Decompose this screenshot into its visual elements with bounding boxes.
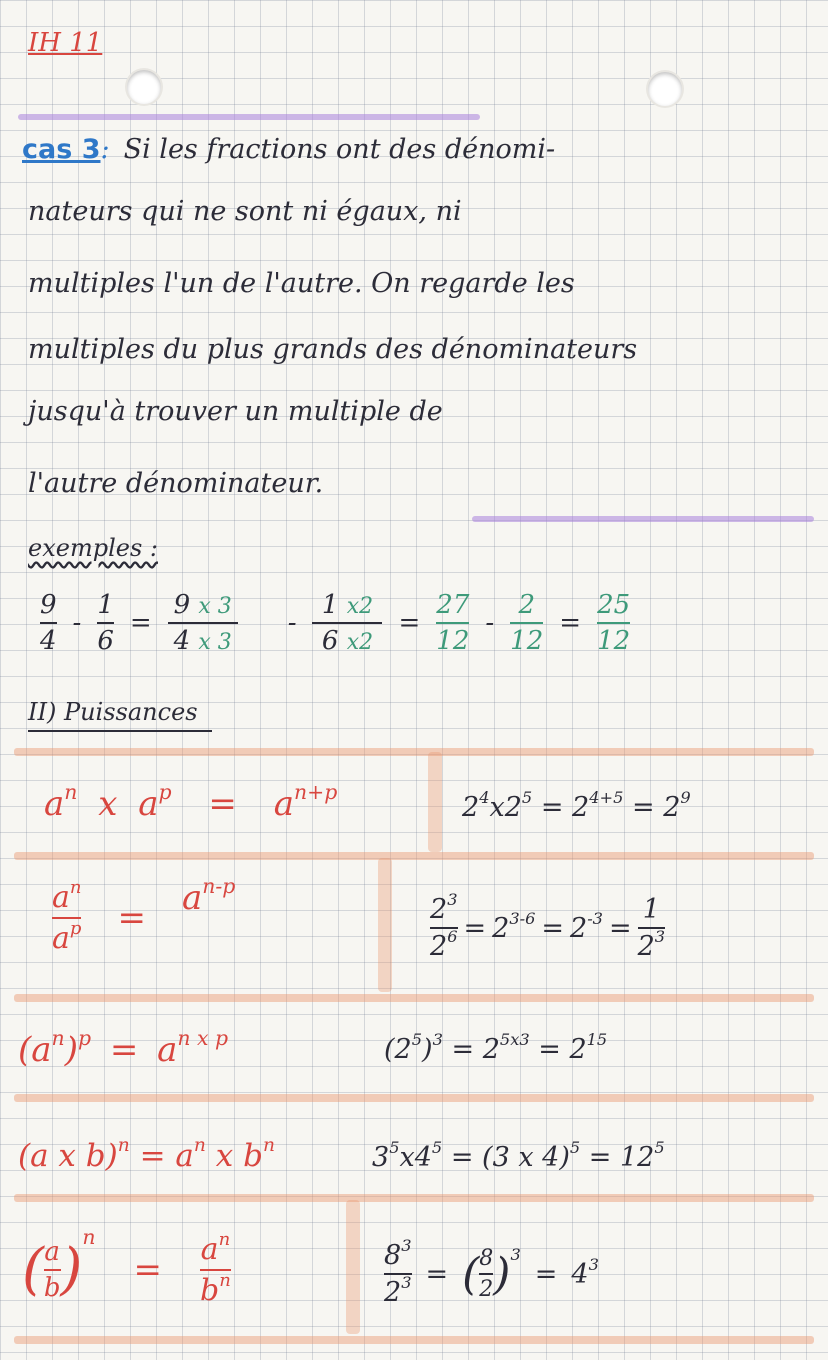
minus-sign-2: - [287,608,297,638]
equals-sign-2: = [398,608,421,638]
fraction-2-12: $\frac{2}{12}$ [510,590,544,656]
examples-label: exemples : [28,534,158,562]
page-label: IH 11 [28,28,103,58]
fraction-27-12: $\frac{27}{12}$ [436,590,470,656]
punch-hole-right [648,72,682,106]
orange-vsep-5 [346,1200,360,1334]
punch-hole-left [127,70,161,104]
fraction-9-4: $\frac{9}{4}$ [40,590,57,656]
fraction-1-6: $\frac{1}{6}$ [97,590,114,656]
case3-line-1 [22,134,555,166]
case3-text-1: Si les fractions ont des dénomi- [123,134,556,165]
case3-line-2: nateurs qui ne sont ni égaux, ni [28,196,462,227]
rule-quotient-formula: $\frac{a^n}{a^p}$ = $a^{n-p}$ [52,873,236,956]
orange-line-3 [14,994,814,1002]
rule-product-power-example: $3^5x4^5 = (3$ x $4)^5 = 12^5$ [372,1138,665,1173]
case3-line-3: multiples l'un de l'autre. On regarde les [28,268,575,299]
fraction-9x3-4x3: $\frac{9 x 3}{4 x 3}$ [168,590,238,656]
case3-label: cas 3 [22,134,101,165]
section-title-puissances: II) Puissances [28,698,212,732]
case3-line-4: multiples du plus grands des dénominateurs [28,334,638,365]
rule-quotient-example: $\frac{2^3}{2^6}$ = 2$^{3-6}$ = $2^{-3}$ = $\frac{1}{2^3}$ [430,890,666,962]
examples-row [40,590,630,656]
rule-product-formula: $a^n$ x $a^p = a^{n+p}$ [44,779,338,824]
equals-sign-3: = [559,608,582,638]
orange-line-2 [14,852,814,860]
orange-line-5 [14,1194,814,1202]
case3-colon: : [100,134,110,165]
orange-line-1 [14,748,814,756]
fraction-1x2-6x2: $\frac{1 x2}{6 x2}$ [312,590,382,656]
rule-quotient-power-example: $\frac{8^3}{2^3}$ = ( $\frac{8}{2}$ ) 3 = $4^3$ [384,1236,599,1308]
fraction-25-12: $\frac{25}{12}$ [597,590,631,656]
orange-vsep-1 [428,752,442,852]
rule-product-example: $2^4x2^5 = 2^{4+5} = 2^9$ [462,788,691,823]
orange-vsep-2 [378,858,392,992]
minus-sign-3: - [485,608,495,638]
purple-highlight-top [18,114,480,120]
rule-product-power-formula: (a x $b)^n = a^n$ x $b^n$ [18,1135,275,1174]
orange-line-6 [14,1336,814,1344]
case3-line-5: jusqu'à trouver un multiple de [28,396,443,427]
equals-sign: = [129,608,152,638]
purple-highlight-mid [472,516,814,522]
minus-sign: - [72,608,82,638]
rule-power-of-power-example: $(2^5)^3 = 2^{5x3} = 2^{15}$ [384,1030,608,1065]
rule-power-of-power-formula: $(a^n)^p = a^{n x p}$ [18,1025,229,1070]
orange-line-4 [14,1094,814,1102]
case3-line-6: l'autre dénominateur. [28,468,324,499]
rule-quotient-power-formula: ( $\frac{a}{b}$ ) n = $\frac{a^n}{b^n}$ [22,1225,231,1308]
